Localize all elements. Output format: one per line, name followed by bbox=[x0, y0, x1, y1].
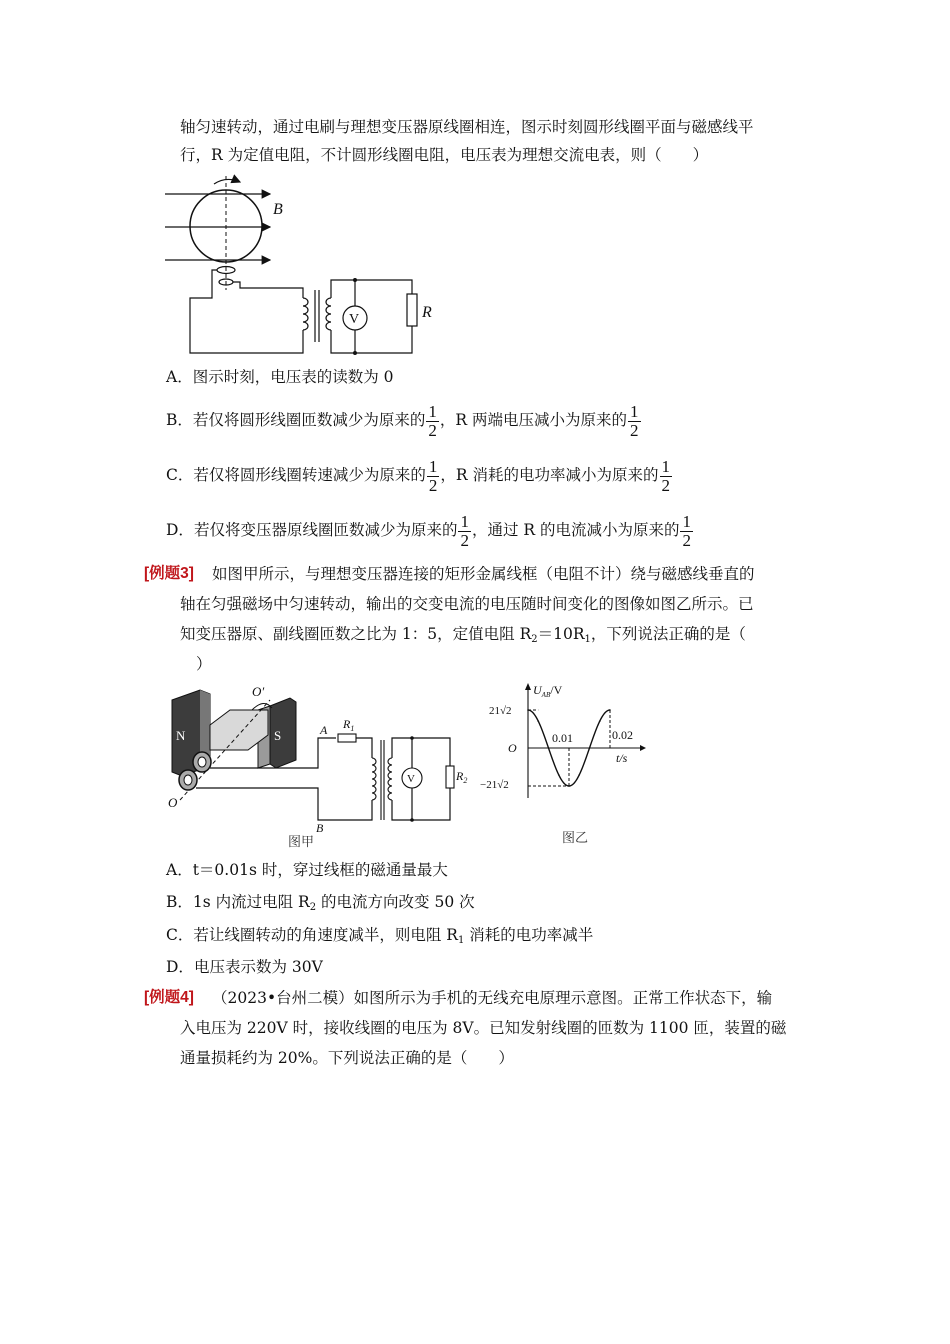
q2-option-d bbox=[166, 510, 694, 550]
q2-option-b-letter: B． bbox=[166, 411, 193, 429]
voltage-data-point bbox=[589, 747, 591, 749]
q2-option-c-letter: C． bbox=[166, 466, 194, 484]
q3-terminal-a: A bbox=[320, 723, 328, 737]
q3-r2-label: $R_2$ bbox=[456, 769, 468, 785]
q3-option-d: D．电压表示数为 30V bbox=[166, 958, 323, 976]
q3-stem-line2: 轴在匀强磁场中匀速转动，输出的交变电流的电压随时间变化的图像如图乙所示。已 bbox=[180, 595, 754, 613]
q3-terminal-b: B bbox=[316, 821, 324, 835]
voltage-data-point bbox=[548, 747, 550, 749]
voltage-data-point bbox=[558, 774, 560, 776]
q3-label: [例题3] bbox=[144, 565, 194, 582]
q3-stem-line3: 知变压器原、副线圈匝数之比为 1：5，定值电阻 $R_2=10R_1$，下列说法正确的是（ bbox=[180, 625, 746, 645]
fraction-one-half: $\frac{1}{2}$ bbox=[460, 511, 469, 550]
q3-magnet-n: N bbox=[176, 728, 186, 743]
q2-option-b-pre: 若仅将圆形线圈匝数减少为原来的 bbox=[192, 411, 426, 429]
q2-option-c-pre: 若仅将圆形线圈转速减少为原来的 bbox=[193, 466, 426, 484]
fraction-one-half: $\frac{1}{2}$ bbox=[661, 456, 670, 495]
q3-magnet-s: S bbox=[274, 728, 282, 743]
q3-stem-line1: 如图甲所示，与理想变压器连接的矩形金属线框（电阻不计）绕与磁感线垂直的 bbox=[212, 565, 755, 583]
q2-field-label: B bbox=[273, 201, 283, 218]
q2-option-b-mid: ，R 两端电压减小为原来的 bbox=[439, 411, 628, 429]
q2-stem-line2: 行，R 为定值电阻，不计圆形线圈电阻，电压表为理想交流电表，则（ ） bbox=[180, 146, 709, 164]
q3-stem-line4: ） bbox=[196, 655, 212, 673]
fraction-one-half: $\frac{1}{2}$ bbox=[428, 401, 437, 440]
q2-resistor-label: R bbox=[422, 304, 432, 321]
voltage-data-point bbox=[537, 720, 539, 722]
q2-meter-label: V bbox=[349, 312, 360, 327]
q3-figure-a-caption: 图甲 bbox=[288, 834, 315, 849]
q3-r1-label: $R_1$ bbox=[343, 717, 355, 733]
q3-figure-b-caption: 图乙 bbox=[562, 830, 589, 845]
x-tick-2: 0.02 bbox=[612, 728, 633, 742]
fraction-one-half: $\frac{1}{2}$ bbox=[428, 456, 438, 495]
q2-stem-line1: 轴匀速转动，通过电刷与理想变压器原线圈相连，图示时刻圆形线圈平面与磁感线平 bbox=[180, 118, 754, 136]
y-axis-label: $U_{AB}/V$ bbox=[533, 683, 563, 699]
y-tick-bottom: −21√2 bbox=[480, 779, 509, 791]
fraction-one-half: $\frac{1}{2}$ bbox=[630, 401, 639, 440]
q2-option-a-text: 图示时刻，电压表的读数为 0 bbox=[192, 368, 394, 386]
voltage-data-point bbox=[599, 720, 601, 722]
q4-stem-line2: 入电压为 220V 时，接收线圈的电压为 8V。已知发射线圈的匝数为 1100 匝，装置的磁 bbox=[180, 1019, 787, 1037]
q3-figure-b-chart bbox=[478, 680, 648, 845]
q3-axis-o: O bbox=[168, 795, 178, 810]
q2-option-d-pre: 若仅将变压器原线圈匝数减少为原来的 bbox=[193, 521, 458, 539]
voltage-data-point bbox=[578, 774, 580, 776]
q4-stem-line1: （2023•台州二模）如图所示为手机的无线充电原理示意图。正常工作状态下，输 bbox=[212, 989, 773, 1007]
q3-figure-a bbox=[160, 680, 480, 850]
y-tick-top: 21√2 bbox=[489, 705, 512, 717]
q2-option-b bbox=[166, 400, 642, 440]
q2-option-a-letter: A． bbox=[166, 368, 193, 386]
x-axis-label: t/s bbox=[616, 751, 628, 765]
q2-circuit-figure bbox=[160, 170, 450, 350]
q2-option-c bbox=[166, 455, 673, 495]
x-tick-1: 0.01 bbox=[552, 731, 573, 745]
q3-meter-label: V bbox=[407, 773, 415, 785]
q3-option-c: C．若让线圈转动的角速度减半，则电阻 $R_1$ 消耗的电功率减半 bbox=[166, 926, 594, 946]
q4-stem-line3: 通量损耗约为 20%。下列说法正确的是（ ） bbox=[180, 1049, 514, 1067]
q3-option-b: B．1s 内流过电阻 $R_2$ 的电流方向改变 50 次 bbox=[166, 893, 475, 913]
q2-option-d-mid: ，通过 R 的电流减小为原来的 bbox=[471, 521, 680, 539]
q2-option-c-mid: ，R 消耗的电功率减小为原来的 bbox=[440, 466, 659, 484]
q3-option-a: A．t＝0.01s 时，穿过线框的磁通量最大 bbox=[166, 861, 448, 879]
fraction-one-half: $\frac{1}{2}$ bbox=[682, 511, 691, 550]
q2-option-d-letter: D． bbox=[166, 521, 194, 539]
q3-axis-o-prime: O′ bbox=[252, 684, 265, 699]
origin-label: O bbox=[508, 741, 517, 755]
q4-label: [例题4] bbox=[144, 989, 194, 1006]
q2-option-a bbox=[166, 366, 394, 388]
